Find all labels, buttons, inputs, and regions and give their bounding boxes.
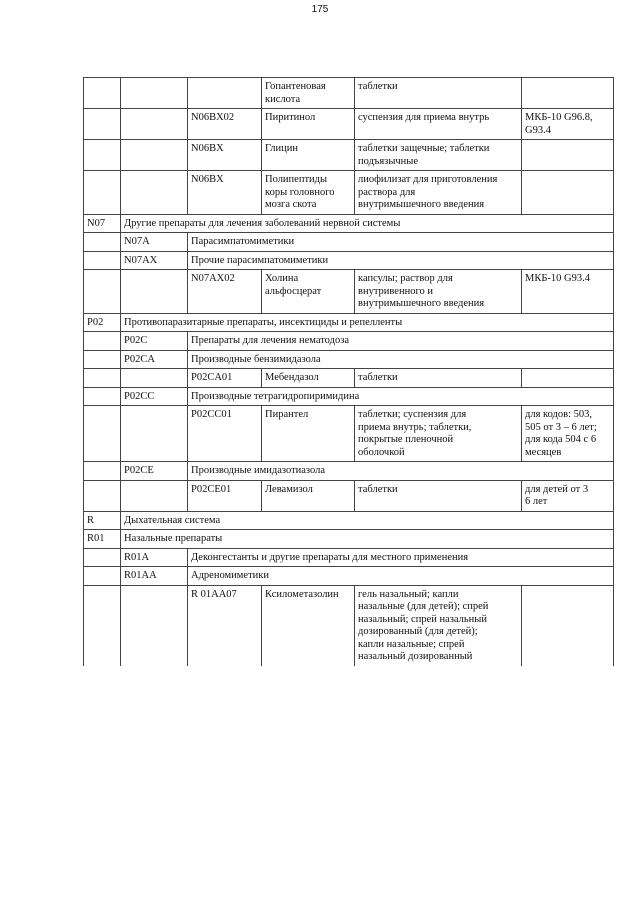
table-row [84,548,614,567]
cell-label: Производные имидазотиазола [188,462,614,481]
cell-code: P02CC01 [188,406,262,462]
cell-note [522,171,614,215]
cell-note: МКБ-10 G93.4 [522,270,614,314]
cell-empty [121,78,188,109]
cell-code: N07A [121,233,188,252]
cell-code: P02CA [121,350,188,369]
drug-table [83,77,614,666]
cell-form: таблетки [355,78,522,109]
cell-code: P02 [84,313,121,332]
cell-note: для детей от 3 6 лет [522,480,614,511]
table-row [84,109,614,140]
table-row [84,78,614,109]
cell-label: Дыхательная система [121,511,614,530]
cell-empty [84,140,121,171]
cell-code: R01A [121,548,188,567]
cell-empty [84,567,121,586]
cell-code: P02CE01 [188,480,262,511]
cell-label: Деконгестанты и другие препараты для местного применения [188,548,614,567]
table-row [84,511,614,530]
cell-empty [121,369,188,388]
drug-table-body [84,78,614,666]
cell-empty [121,140,188,171]
cell-empty [84,369,121,388]
cell-label: Другие препараты для лечения заболеваний нервной системы [121,214,614,233]
cell-empty [84,78,121,109]
cell-name: Ксилометазолин [262,585,355,666]
cell-label: Парасимпатомиметики [188,233,614,252]
cell-empty [84,480,121,511]
cell-code: R01 [84,530,121,549]
table-row [84,251,614,270]
table-row [84,567,614,586]
cell-note [522,140,614,171]
cell-name: Гопантеновая кислота [262,78,355,109]
cell-empty [84,233,121,252]
cell-code: N07 [84,214,121,233]
cell-code: R [84,511,121,530]
cell-form: таблетки [355,369,522,388]
cell-form: таблетки; суспензия для приема внутрь; таблетки, покрытые пленочной оболочкой [355,406,522,462]
cell-form: гель назальный; капли назальные (для детей); спрей назальный; спрей назальный дозированный (для детей); капли назальные; спрей назальный дозированный [355,585,522,666]
cell-form: суспензия для приема внутрь [355,109,522,140]
table-row [84,406,614,462]
cell-code: P02C [121,332,188,351]
cell-empty [84,387,121,406]
cell-empty [121,406,188,462]
table-row [84,233,614,252]
cell-code: N06BX [188,140,262,171]
table-row [84,462,614,481]
cell-note: МКБ-10 G96.8, G93.4 [522,109,614,140]
table-row [84,480,614,511]
cell-label: Препараты для лечения нематодоза [188,332,614,351]
cell-code: N06BX02 [188,109,262,140]
cell-label: Производные тетрагидропиримидина [188,387,614,406]
cell-note [522,78,614,109]
cell-code: N07AX [121,251,188,270]
cell-empty [121,585,188,666]
table-row [84,171,614,215]
cell-name: Полипептиды коры головного мозга скота [262,171,355,215]
table-row [84,369,614,388]
cell-label: Противопаразитарные препараты, инсектициды и репелленты [121,313,614,332]
cell-name: Глицин [262,140,355,171]
table-row [84,387,614,406]
cell-code: P02CA01 [188,369,262,388]
cell-label: Прочие парасимпатомиметики [188,251,614,270]
cell-label: Назальные препараты [121,530,614,549]
cell-empty [84,406,121,462]
table-row [84,214,614,233]
cell-note: для кодов: 503, 505 от 3 – 6 лет; для кода 504 с 6 месяцев [522,406,614,462]
cell-empty [84,270,121,314]
cell-name: Мебендазол [262,369,355,388]
cell-empty [84,548,121,567]
cell-empty [84,171,121,215]
cell-empty [121,109,188,140]
cell-note [522,369,614,388]
page-number: 175 [311,4,329,15]
cell-form: лиофилизат для приготовления раствора для внутримышечного введения [355,171,522,215]
cell-name: Левамизол [262,480,355,511]
cell-name: Холина альфосцерат [262,270,355,314]
table-row [84,350,614,369]
table-row [84,530,614,549]
table-row [84,313,614,332]
cell-code: N07AX02 [188,270,262,314]
cell-empty [121,171,188,215]
cell-label: Производные бензимидазола [188,350,614,369]
cell-label: Адреномиметики [188,567,614,586]
cell-name: Пирантел [262,406,355,462]
cell-form: таблетки [355,480,522,511]
cell-empty [84,350,121,369]
table-row [84,585,614,666]
cell-code [188,78,262,109]
table-row [84,270,614,314]
cell-empty [84,109,121,140]
cell-code: R 01AA07 [188,585,262,666]
cell-form: таблетки защечные; таблетки подъязычные [355,140,522,171]
table-row [84,140,614,171]
cell-name: Пиритинол [262,109,355,140]
cell-empty [121,480,188,511]
cell-code: N06BX [188,171,262,215]
table-row [84,332,614,351]
cell-empty [84,251,121,270]
cell-empty [121,270,188,314]
cell-form: капсулы; раствор для внутривенного и внутримышечного введения [355,270,522,314]
cell-code: R01AA [121,567,188,586]
cell-empty [84,462,121,481]
cell-empty [84,332,121,351]
cell-empty [84,585,121,666]
cell-note [522,585,614,666]
cell-code: P02CE [121,462,188,481]
cell-code: P02CC [121,387,188,406]
